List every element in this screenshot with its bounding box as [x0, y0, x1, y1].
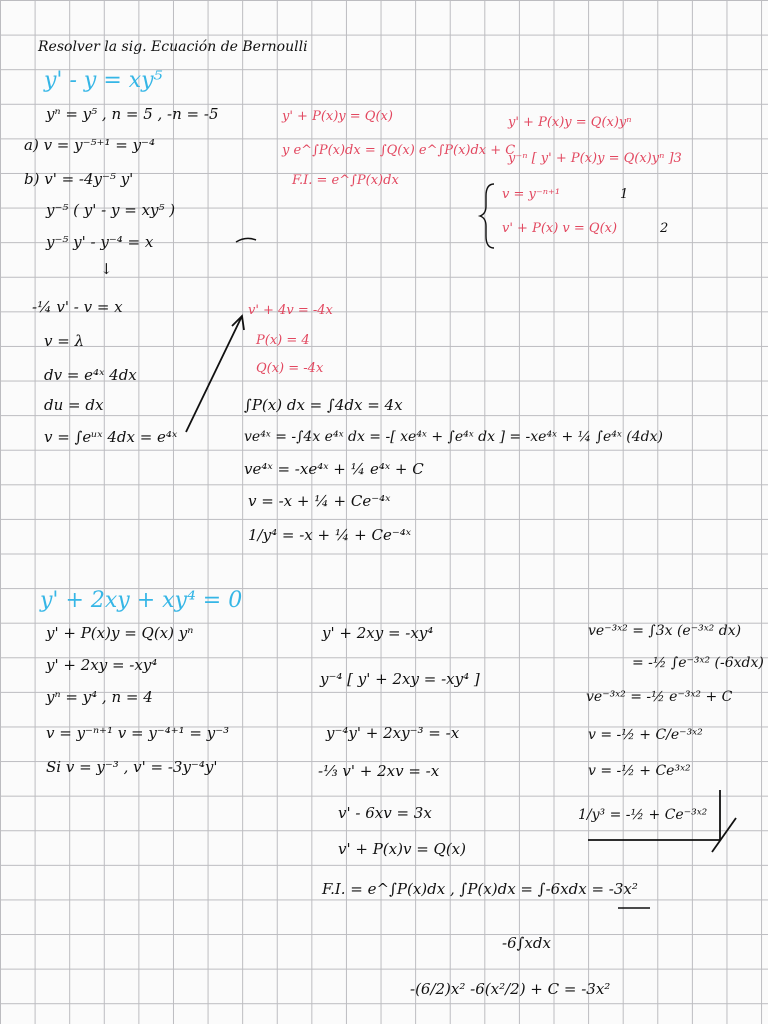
problem1-equation: y' - y = xy⁵ [44, 68, 163, 93]
arrow-line [186, 316, 242, 432]
page-title: Resolver la sig. Ecuación de Bernoulli [38, 39, 308, 55]
p1-line: v = λ [44, 332, 85, 350]
p2-mid-line: y⁻⁴y' + 2xy⁻³ = -x [326, 724, 460, 742]
squiggle-mark [236, 238, 256, 242]
step-number: 2 [660, 221, 669, 236]
brace [480, 184, 494, 248]
step-number: 1 [620, 187, 629, 202]
bernoulli-multiply-red: y⁻ⁿ [ y' + P(x)y = Q(x)yⁿ ]3 [508, 151, 682, 166]
p2-right-line: ve⁻³ˣ² = -½ e⁻³ˣ² + C [586, 689, 733, 705]
linear-form-red: y' + P(x)y = Q(x) [282, 109, 393, 124]
p2-right-line: v = -½ + Ce³ˣ² [588, 763, 691, 779]
bernoulli-form-red: y' + P(x)y = Q(x)yⁿ [508, 115, 632, 130]
p2-mid-line: y⁻⁴ [ y' + 2xy = -xy⁴ ] [320, 670, 480, 688]
p1-line: v = ∫eᵘˣ 4dx = e⁴ˣ [44, 428, 178, 446]
p1-line: y⁻⁵ ( y' - y = xy⁵ ) [46, 201, 176, 219]
substitution-v-red: v = y⁻ⁿ⁺¹ [502, 187, 561, 202]
linear-equation-red: v' + 4v = -4x [248, 303, 333, 318]
solution-step: ve⁴ˣ = -∫4x e⁴ˣ dx = -[ xe⁴ˣ + ∫e⁴ˣ dx ] = -xe⁴ˣ + ¼ ∫e⁴ˣ (4dx) [244, 429, 663, 445]
p2-mid-line: v' + P(x)v = Q(x) [338, 840, 466, 858]
p2-right-line: ve⁻³ˣ² = ∫3x (e⁻³ˣ² dx) [588, 623, 742, 639]
p2-left-line: v = y⁻ⁿ⁺¹ v = y⁻⁴⁺¹ = y⁻³ [46, 724, 230, 742]
p2-right-line: v = -½ + C/e⁻³ˣ² [588, 727, 703, 743]
p2-left-line: y' + 2xy = -xy⁴ [46, 656, 158, 674]
p2-right-line: 1/y³ = -½ + Ce⁻³ˣ² [578, 807, 708, 823]
problem2-equation: y' + 2xy + xy⁴ = 0 [40, 588, 243, 613]
p2-right-line: = -½ ∫e⁻³ˣ² (-6xdx) [632, 655, 764, 671]
q-of-x-red: Q(x) = -4x [256, 361, 324, 376]
p2-mid-line: -(6/2)x² -6(x²/2) + C = -3x² [410, 980, 611, 998]
answer-box [588, 790, 720, 840]
p2-mid-line: v' - 6xv = 3x [338, 804, 432, 822]
p2-left-line: Si v = y⁻³ , v' = -3y⁻⁴y' [46, 758, 218, 776]
p2-mid-line: -6∫xdx [502, 934, 551, 952]
p2-left-line: y' + P(x)y = Q(x) yⁿ [46, 624, 194, 642]
solution-step: ∫P(x) dx = ∫4dx = 4x [244, 396, 403, 414]
solution-step: ve⁴ˣ = -xe⁴ˣ + ¼ e⁴ˣ + C [244, 460, 424, 478]
substitution-vprime-red: v' + P(x) v = Q(x) [502, 221, 618, 236]
integrating-factor-red: F.I. = e^∫P(x)dx [292, 173, 399, 188]
p2-mid-line: F.I. = e^∫P(x)dx , ∫P(x)dx = ∫-6xdx = -3x² [322, 880, 638, 898]
p1-line: du = dx [44, 396, 104, 414]
answer-check [712, 818, 736, 852]
p1-line: -¼ v' - v = x [32, 298, 123, 316]
p2-left-line: yⁿ = y⁴ , n = 4 [46, 688, 153, 706]
p1-line: b) v' = -4y⁻⁵ y' [24, 170, 134, 188]
down-arrow: ↓ [100, 260, 113, 278]
p1-line: dv = e⁴ˣ 4dx [44, 366, 137, 384]
p1-line: yⁿ = y⁵ , n = 5 , -n = -5 [46, 105, 219, 123]
p-of-x-red: P(x) = 4 [256, 333, 310, 348]
p1-line: a) v = y⁻⁵⁺¹ = y⁻⁴ [24, 136, 155, 154]
p2-mid-line: y' + 2xy = -xy⁴ [322, 624, 434, 642]
p1-line: y⁻⁵ y' - y⁻⁴ = x [46, 233, 154, 251]
solution-step: 1/y⁴ = -x + ¼ + Ce⁻⁴ˣ [248, 526, 412, 544]
linear-solution-red: y e^∫P(x)dx = ∫Q(x) e^∫P(x)dx + C [282, 143, 516, 158]
solution-step: v = -x + ¼ + Ce⁻⁴ˣ [248, 492, 391, 510]
p2-mid-line: -⅓ v' + 2xv = -x [318, 762, 440, 780]
